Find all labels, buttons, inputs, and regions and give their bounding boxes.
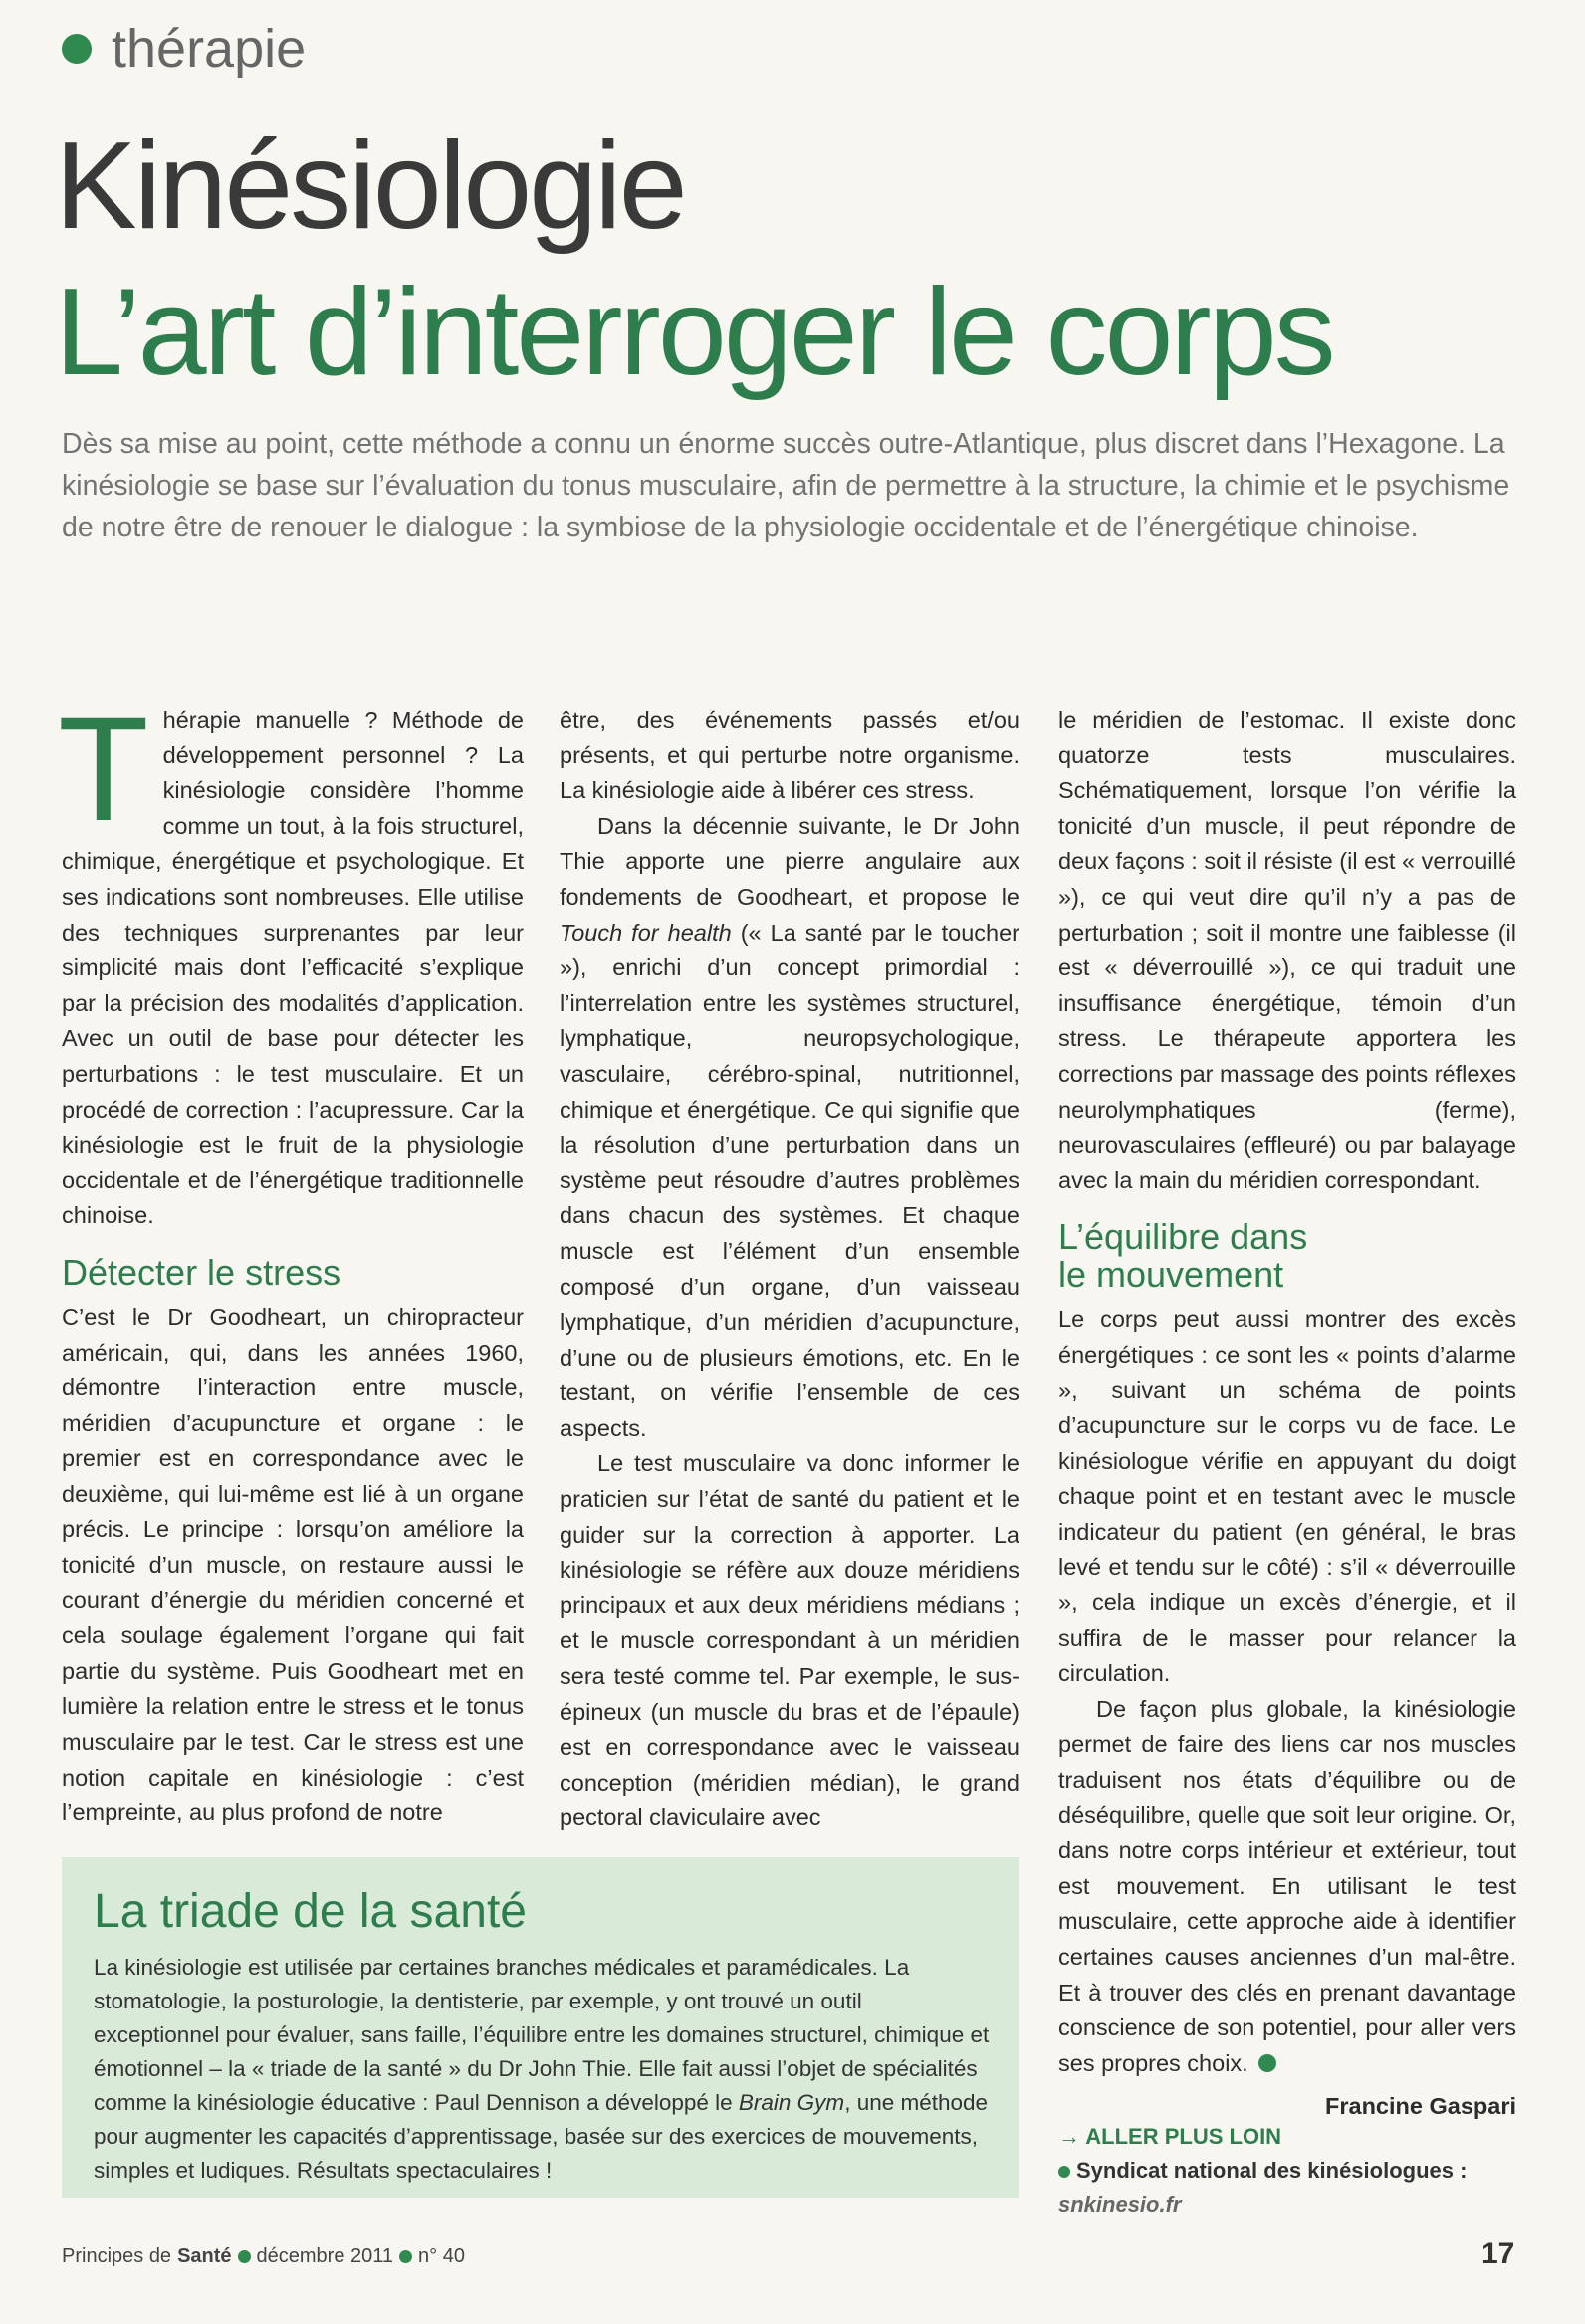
subheading: Détecter le stress [62,1251,341,1293]
sidebar-text [94,1951,990,2188]
bullet-dot-icon [62,34,92,64]
sidebar-text-part: , une méthode pour augmenter les capacités d’apprentissage, basée sur des exercices de mouvements, simples et ludiques. Résultats spectaculaires ! [94,2090,989,2184]
paragraph: Le test musculaire va donc informer le praticien sur l’état de santé du patient et le guider sur la correction à apporter. La kinésiologie se réfère aux douze méridiens principaux et aux deux méridiens médians ; et le muscle correspondant à un méridien sera testé comme tel. Par exemple, le sus-épineux (un muscle du bras et de l’épaule) est en correspondance avec le vaisseau conception (méridien médian), le grand pectoral claviculaire avec [560,1450,1019,1831]
paragraph [1058,1692,1516,2082]
bullet-dot-icon [1058,2166,1070,2178]
intro-paragraph: Dès sa mise au point, cette méthode a connu un énorme succès outre-Atlantique, plus discret dans l’Hexagone. La kinésiologie se base sur l’évaluation du tonus musculaire, afin de permettre à la structure, la chimie et le psychisme de notre être de renouer le dialogue : la symbiose de la physiologie occidentale et de l’énergétique chinoise. [62,428,1510,543]
issue-date: décembre 2011 [256,2245,394,2267]
article-column-1 [58,685,524,1831]
title-line-1: Kinésiologie [55,117,685,255]
further-heading: → ALLER PLUS LOIN [1058,2124,1282,2149]
bullet-dot-icon [399,2250,412,2263]
italic-title: Brain Gym [738,2090,845,2116]
paragraph [560,809,1019,1447]
subheading-line: le mouvement [1058,1254,1284,1296]
paragraph: Le corps peut aussi montrer des excès énergétiques : ce sont les « points d’alarme », suivant un schéma de points d’acupuncture sur le corps vu de face. Le kinésiologue vérifie en appuyant du doigt chaque point et en testant avec le muscle indicateur du patient (en général, le bras levé et tendu sur le côté) : s’il « déverrouille », cela indique un excès d’énergie, et il suffira de le masser pour relancer la circulation. [1058,1306,1516,1687]
further-reading [1058,2120,1516,2221]
paragraph-text: hérapie manuelle ? Méthode de développement personnel ? La kinésiologie considère l’homme comme un tout, à la fois structurel, chimique, énergétique et psychologique. Et ses indications sont nombreuses. Elle utilise des techniques surprenantes par leur simplicité mais dont l’efficacité s’explique par la précision des modalités d’application. Avec un outil de base pour détecter les perturbations : le test musculaire. Et un procédé de correction : l’acupressure. Car la kinésiologie est le fruit de la physiologie occidentale et de l’énergétique traditionnelle chinoise. [62,707,524,1229]
org-name: Syndicat national des kinésiologues : [1076,2158,1468,2183]
subheading-line: L’équilibre dans [1058,1216,1308,1258]
magazine-prefix: Principes de [62,2245,172,2267]
paragraph [58,685,524,1234]
paragraph: le méridien de l’estomac. Il existe donc quatorze tests musculaires. Schématiquement, lorsque l’on vérifie la tonicité d’un muscle, il peut répondre de deux façons : soit il résiste (il est « verrouillé »), ce qui veut dire qu’il n’y a pas de perturbation ; soit il montre une faiblesse (il est « déverrouillé »), ce qui traduit une insuffisance énergétique, témoin d’un stress. Le thérapeute apportera les corrections par massage des points réflexes neurolymphatiques (ferme), neurovasculaires (effleuré) ou par balayage avec la main du méridien correspondant. [1058,707,1516,1193]
page-number: 17 [1481,2237,1515,2270]
article-column-2 [560,703,1019,1836]
paragraph-text: (« La santé par le toucher »), enrichi d’un concept primordial : l’interrelation entre les systèmes structurel, lymphatique, neuropsychologique, vasculaire, cérébro-spinal, nutritionnel, chimique et énergétique. Ce qui signifie que la résolution d’une perturbation dans un système peut résoudre d’autres problèmes dans chacun des systèmes. Et chaque muscle est l’élément d’un ensemble composé d’un organe, d’un vaisseau lymphatique, d’un méridien d’acupuncture, d’une ou de plusieurs émotions, etc. En le testant, on vérifie l’ensemble de ces aspects. [560,919,1019,1441]
sidebar-box [62,1857,1019,2198]
author-byline: Francine Gaspari [1325,2093,1516,2120]
section-label: thérapie [112,19,307,79]
italic-title: Touch for health [560,919,732,946]
title-line-2: L’art d’interroger le corps [55,264,1333,401]
subheading [1058,1218,1516,1294]
paragraph-text: De façon plus globale, la kinésiologie permet de faire des liens car nos muscles traduisent nos états d’équilibre ou de déséquilibre, quelle que soit leur origine. Or, dans notre corps intérieur et extérieur, tout est mouvement. En utilisant le test musculaire, cette approche aide à identifier certaines causes anciennes d’un mal-être. Et à trouver des clés en prenant davantage conscience de son potentiel, pour aller vers ses propres choix. [1058,1695,1516,2076]
magazine-brand: Santé [177,2245,232,2267]
further-org [1058,2154,1516,2188]
drop-cap: T [58,685,149,852]
paragraph: C’est le Dr Goodheart, un chiropracteur américain, qui, dans les années 1960, démontre l’interaction entre muscle, méridien d’acupuncture et organe : le premier est en correspondance avec le deuxième, qui lui-même est lié à un organe précis. Le principe : lorsqu’on améliore la tonicité d’un muscle, on restaure aussi le courant d’énergie du méridien concerné et cela soulage également l’organe qui fait partie du système. Puis Goodheart met en lumière la relation entre le stress et le tonus musculaire par le test. Car le stress est une notion capitale en kinésiologie : c’est l’empreinte, au plus profond de notre [62,1303,524,1826]
paragraph-text: Dans la décennie suivante, le Dr John Thie apporte une pierre angulaire aux fondements de Goodheart, et propose le [560,812,1019,910]
bullet-dot-icon [238,2250,251,2263]
paragraph: être, des événements passés et/ou présents, et qui perturbe notre organisme. La kinésiologie aide à libérer ces stress. [560,707,1019,804]
page-footer [62,2245,465,2268]
sidebar-title: La triade de la santé [94,1885,527,1938]
end-mark-icon [1258,2054,1276,2072]
website-link[interactable]: snkinesio.fr [1058,2192,1182,2217]
article-column-3 [1058,703,1516,2125]
section-tag [62,18,306,80]
sidebar-text-part: La kinésiologie est utilisée par certaines branches médicales et paramédicales. La stomatologie, la posturologie, la dentisterie, par exemple, y ont trouvé un outil exceptionnel pour évaluer, sans faille, l’équilibre entre les domaines structurel, chimique et émotionnel – la « triade de la santé » du Dr John Thie. Elle fait aussi l’objet de spécialités comme la kinésiologie éducative : Paul Dennison a développé le [94,1955,990,2116]
issue-number: n° 40 [418,2245,465,2267]
